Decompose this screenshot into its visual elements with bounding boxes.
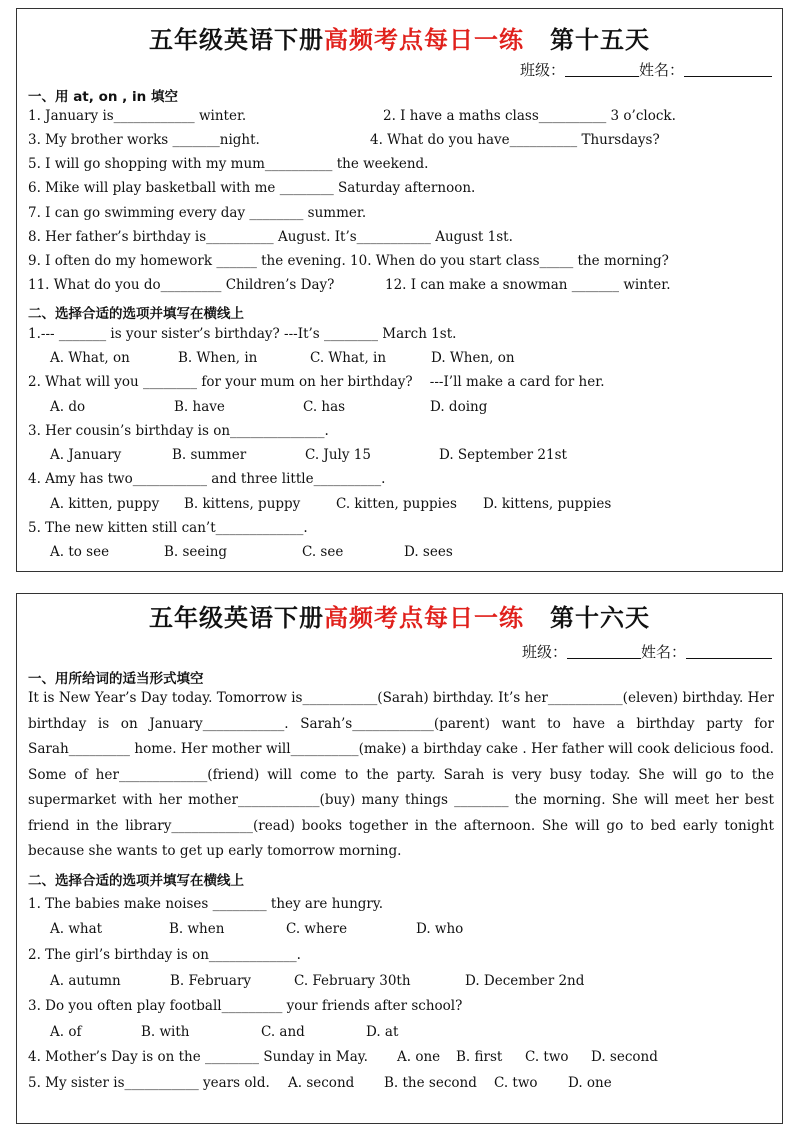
option-d[interactable]: D. who xyxy=(416,921,464,937)
question-line: 5. My sister is___________ years old. xyxy=(28,1075,270,1091)
question-line: 5. The new kitten still can’t_____________. xyxy=(28,520,308,536)
option-a[interactable]: A. What, on xyxy=(50,350,130,366)
option-d[interactable]: D. doing xyxy=(430,399,488,415)
section-heading: 一、用 at, on , in 填空 xyxy=(28,89,178,105)
class-blank[interactable] xyxy=(567,644,641,659)
question-line: 5. I will go shopping with my mum__________ the weekend. xyxy=(28,156,429,172)
section-heading: 二、选择合适的选项并填写在横线上 xyxy=(28,873,244,889)
option-d[interactable]: D. When, on xyxy=(431,350,515,366)
option-a[interactable]: A. one xyxy=(397,1049,441,1065)
option-b[interactable]: B. first xyxy=(456,1049,503,1065)
title-highlight: 高频考点每日一练 xyxy=(324,26,524,54)
title-highlight: 高频考点每日一练 xyxy=(324,604,524,632)
question-line: 2. The girl’s birthday is on_____________. xyxy=(28,947,301,963)
option-b[interactable]: B. kittens, puppy xyxy=(184,496,301,512)
name-label: 姓名： xyxy=(640,643,686,661)
option-c[interactable]: C. and xyxy=(261,1024,305,1040)
option-a[interactable]: A. kitten, puppy xyxy=(50,496,160,512)
option-c[interactable]: C. kitten, puppies xyxy=(336,496,457,512)
option-b[interactable]: B. when xyxy=(169,921,225,937)
option-b[interactable]: B. When, in xyxy=(178,350,258,366)
option-b[interactable]: B. with xyxy=(141,1024,190,1040)
option-a[interactable]: A. do xyxy=(50,399,86,415)
section-heading: 一、用所给词的适当形式填空 xyxy=(28,671,204,687)
cloze-paragraph: It is New Year’s Day today. Tomorrow is___________(Sarah) birthday. It’s her___________(eleven) birthday. Her birthday is on January____________. Sarah’s____________(parent) want to have a birthday party for Sarah_________ home. Her mother will__________(make) a birthday cake . Her father will cook delicious food. Some of her_____________(friend) will come to the party. Sarah is very busy today. She will go to the supermarket with her mother____________(buy) many things ________ the morning. She will meet her best friend in the library____________(read) books together in the afternoon. She will go to bed early tonight because she wants to get up early tomorrow morning. xyxy=(28,690,774,859)
option-b[interactable]: B. have xyxy=(174,399,225,415)
option-c[interactable]: C. two xyxy=(525,1049,569,1065)
question-line: 7. I can go swimming every day ________ summer. xyxy=(28,205,367,221)
question-line: 6. Mike will play basketball with me ________ Saturday afternoon. xyxy=(28,180,476,196)
question-line: 9. I often do my homework ______ the evening. 10. When do you start class_____ the morning? xyxy=(28,253,669,269)
option-b[interactable]: B. summer xyxy=(172,447,247,463)
option-c[interactable]: C. see xyxy=(302,544,344,560)
question-line: 4. Mother’s Day is on the ________ Sunday in May. xyxy=(28,1049,368,1065)
section-heading: 二、选择合适的选项并填写在横线上 xyxy=(28,306,244,322)
option-d[interactable]: D. second xyxy=(591,1049,658,1065)
option-c[interactable]: C. has xyxy=(303,399,346,415)
option-c[interactable]: C. February 30th xyxy=(294,973,411,989)
page-title xyxy=(17,20,782,55)
option-b[interactable]: B. seeing xyxy=(164,544,228,560)
question-line: 3. Do you often play football_________ your friends after school? xyxy=(28,998,463,1014)
option-c[interactable]: C. where xyxy=(286,921,348,937)
name-label: 姓名： xyxy=(638,61,684,79)
option-a[interactable]: A. what xyxy=(50,921,103,937)
question-line: 2. What will you ________ for your mum on her birthday? ---I’ll make a card for her. xyxy=(28,374,605,390)
title-grade: 五年级英语下册 xyxy=(149,604,324,632)
option-d[interactable]: D. one xyxy=(568,1075,612,1091)
question-line: 4. Amy has two___________ and three little__________. xyxy=(28,471,386,487)
question-line: 3. My brother works _______night. xyxy=(28,132,260,148)
question-line: 11. What do you do_________ Children’s Day? xyxy=(28,277,335,293)
name-blank[interactable] xyxy=(684,62,772,77)
option-a[interactable]: A. January xyxy=(50,447,122,463)
question-line: 8. Her father’s birthday is__________ August. It’s___________ August 1st. xyxy=(28,229,513,245)
title-grade: 五年级英语下册 xyxy=(149,26,324,54)
class-blank[interactable] xyxy=(565,62,639,77)
worksheet-day-16 xyxy=(16,593,783,1124)
class-label: 班级： xyxy=(519,61,565,79)
question-line: 1.--- _______ is your sister’s birthday? ---It’s ________ March 1st. xyxy=(28,326,457,342)
title-day: 第十六天 xyxy=(550,604,650,632)
option-d[interactable]: D. December 2nd xyxy=(465,973,585,989)
class-label: 班级： xyxy=(521,643,567,661)
question-line: 12. I can make a snowman _______ winter. xyxy=(385,277,671,293)
option-d[interactable]: D. September 21st xyxy=(439,447,567,463)
worksheet-day-15 xyxy=(16,8,783,572)
option-a[interactable]: A. autumn xyxy=(50,973,121,989)
option-b[interactable]: B. the second xyxy=(384,1075,477,1091)
name-blank[interactable] xyxy=(686,644,772,659)
option-a[interactable]: A. to see xyxy=(50,544,110,560)
option-b[interactable]: B. February xyxy=(170,973,252,989)
option-a[interactable]: A. second xyxy=(288,1075,355,1091)
option-a[interactable]: A. of xyxy=(50,1024,82,1040)
option-c[interactable]: C. What, in xyxy=(310,350,387,366)
option-c[interactable]: C. two xyxy=(494,1075,538,1091)
class-name-row xyxy=(520,59,772,80)
question-line: 2. I have a maths class__________ 3 o’clock. xyxy=(383,108,676,124)
option-d[interactable]: D. kittens, puppies xyxy=(483,496,612,512)
question-line: 1. The babies make noises ________ they are hungry. xyxy=(28,896,384,912)
option-d[interactable]: D. at xyxy=(366,1024,399,1040)
question-line: 3. Her cousin’s birthday is on______________. xyxy=(28,423,329,439)
option-c[interactable]: C. July 15 xyxy=(305,447,371,463)
page-title xyxy=(17,598,782,633)
class-name-row xyxy=(522,641,772,662)
question-line: 4. What do you have__________ Thursdays? xyxy=(370,132,660,148)
option-d[interactable]: D. sees xyxy=(404,544,453,560)
question-line: 1. January is____________ winter. xyxy=(28,108,247,124)
title-day: 第十五天 xyxy=(550,26,650,54)
